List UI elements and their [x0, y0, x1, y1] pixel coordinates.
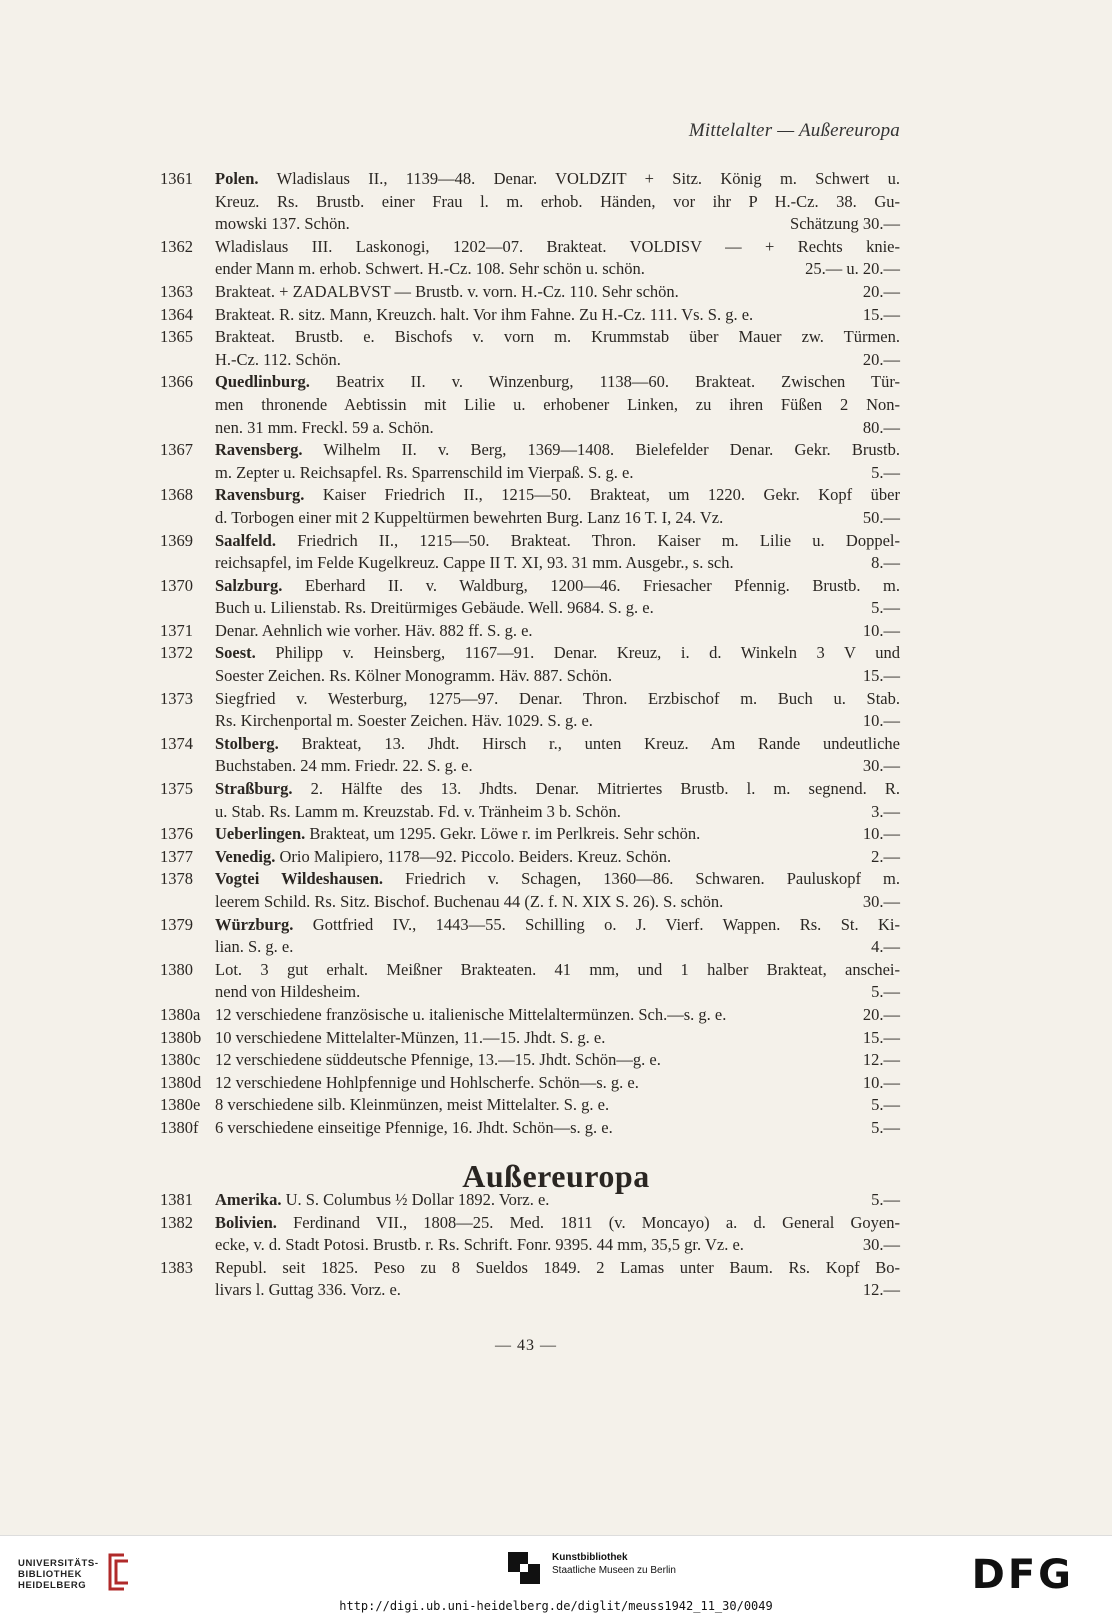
lot-description: Brakteat. Brustb. e. Bischofs v. vorn m. Krummstab über Mauer zw. Türmen.	[215, 327, 900, 347]
catalog-entry	[160, 281, 900, 304]
lot-number: 1380e	[160, 1095, 201, 1115]
lot-number: 1377	[160, 846, 193, 866]
entry-line	[160, 868, 900, 891]
catalog-entry	[160, 1094, 900, 1117]
catalog-entry	[160, 868, 900, 913]
entry-line	[160, 1234, 900, 1257]
lot-number: 1368	[160, 485, 193, 505]
uni-line: HEIDELBERG	[18, 1580, 87, 1591]
entry-line	[160, 1212, 900, 1235]
lot-price: 15.—	[862, 304, 900, 324]
catalog-entry	[160, 1072, 900, 1095]
lot-description: 8 verschiedene silb. Kleinmünzen, meist Mittelalter. S. g. e.	[215, 1095, 610, 1115]
lot-number: 1363	[160, 281, 193, 301]
page-number: — 43 —	[495, 1337, 557, 1354]
lot-number: 1364	[160, 304, 193, 324]
catalog-entry	[160, 959, 900, 1004]
lot-description: Buch u. Lilienstab. Rs. Dreitürmiges Gebäude. Well. 9684. S. g. e.	[215, 598, 654, 618]
lot-description: Soester Zeichen. Rs. Kölner Monogramm. Häv. 887. Schön.	[215, 666, 613, 686]
lot-description: Ravensburg. Kaiser Friedrich II., 1215—50. Brakteat, um 1220. Gekr. Kopf über	[215, 485, 900, 505]
lot-description: ender Mann m. erhob. Schwert. H.-Cz. 108. Sehr schön u. schön.	[215, 259, 645, 279]
entry-line	[160, 733, 900, 756]
lot-price: 10.—	[862, 620, 900, 640]
lot-number: 1365	[160, 327, 193, 347]
entry-line	[160, 823, 900, 846]
lot-number: 1370	[160, 575, 193, 595]
lot-description: Ueberlingen. Brakteat, um 1295. Gekr. Löwe r. im Perlkreis. Sehr schön.	[215, 824, 701, 844]
lot-price: 5.—	[871, 1190, 900, 1209]
catalog-entry	[160, 575, 900, 620]
entry-line	[160, 801, 900, 824]
lot-price: 3.—	[871, 801, 900, 821]
lot-price: 5.—	[871, 462, 900, 482]
entry-line	[160, 507, 900, 530]
catalog-entry	[160, 620, 900, 643]
entry-line	[160, 1094, 900, 1117]
lot-price: 4.—	[871, 937, 900, 957]
lot-number: 1380f	[160, 1117, 199, 1137]
entry-line	[160, 552, 900, 575]
lot-description: Rs. Kirchenportal m. Soester Zeichen. Häv. 1029. S. g. e.	[215, 711, 593, 731]
running-head: Mittelalter — Außereuropa	[688, 120, 900, 141]
entry-line	[160, 439, 900, 462]
entry-line	[160, 778, 900, 801]
lot-description: 12 verschiedene Hohlpfennige und Hohlscherfe. Schön—s. g. e.	[215, 1072, 639, 1092]
entry-line	[160, 258, 900, 281]
entry-line	[160, 755, 900, 778]
lot-price: 30.—	[862, 892, 900, 911]
catalog-entry	[160, 1004, 900, 1027]
catalog-entry	[160, 371, 900, 439]
lot-description: reichsapfel, im Felde Kugelkreuz. Cappe II T. XI, 93. 31 mm. Ausgebr., s. sch.	[215, 553, 734, 573]
lot-description: Brakteat. + ZADALBVST — Brustb. v. vorn. H.-Cz. 110. Sehr schön.	[215, 281, 679, 301]
catalog-entry	[160, 733, 900, 778]
entry-line	[160, 1117, 900, 1140]
entry-line	[160, 1004, 900, 1027]
lot-price: 12.—	[862, 1280, 900, 1300]
lot-price: 15.—	[862, 1027, 900, 1047]
catalog-entry	[160, 530, 900, 575]
lot-price: 20.—	[862, 349, 900, 369]
lot-description: Vogtei Wildeshausen. Friedrich v. Schagen, 1360—86. Schwaren. Pauluskopf m.	[215, 869, 900, 889]
lot-number: 1362	[160, 236, 193, 256]
kb-subtitle: Staatliche Museen zu Berlin	[552, 1565, 676, 1576]
lot-description: nen. 31 mm. Freckl. 59 a. Schön.	[215, 417, 434, 437]
dfg-logo: DFG	[971, 1552, 1074, 1598]
lot-price: 5.—	[871, 982, 900, 1002]
catalog-entry	[160, 1189, 900, 1212]
lot-price: 12.—	[862, 1050, 900, 1070]
lot-description: Saalfeld. Friedrich II., 1215—50. Brakteat. Thron. Kaiser m. Lilie u. Doppel-	[215, 530, 900, 550]
entry-line	[160, 530, 900, 553]
lot-description: lian. S. g. e.	[215, 937, 294, 957]
lot-description: 6 verschiedene einseitige Pfennige, 16. Jhdt. Schön—s. g. e.	[215, 1117, 613, 1137]
lot-description: 12 verschiedene süddeutsche Pfennige, 13.—15. Jhdt. Schön—g. e.	[215, 1050, 661, 1070]
lot-number: 1376	[160, 824, 193, 844]
entry-line	[160, 168, 900, 191]
entry-line	[160, 236, 900, 259]
lot-description: Ravensberg. Wilhelm II. v. Berg, 1369—1408. Bielefelder Denar. Gekr. Brustb.	[215, 440, 900, 460]
entry-line	[160, 281, 900, 304]
lot-description: mowski 137. Schön.	[215, 214, 350, 234]
lot-description: Siegfried v. Westerburg, 1275—97. Denar. Thron. Erzbischof m. Buch u. Stab.	[215, 688, 900, 708]
university-seal-icon	[102, 1551, 132, 1593]
catalog-entry	[160, 1049, 900, 1072]
entry-line	[160, 326, 900, 349]
entry-line	[160, 1189, 900, 1212]
catalog-entry	[160, 484, 900, 529]
section-heading: Außereuropa	[462, 1158, 650, 1194]
lot-price: 80.—	[862, 417, 900, 437]
uni-line: UNIVERSITÄTS-	[18, 1558, 99, 1569]
lot-description: Salzburg. Eberhard II. v. Waldburg, 1200—46. Friesacher Pfennig. Brustb. m.	[215, 575, 900, 595]
entry-line	[160, 891, 900, 914]
lot-description: 10 verschiedene Mittelalter-Münzen, 11.—15. Jhdt. S. g. e.	[215, 1027, 606, 1047]
lot-number: 1380a	[160, 1004, 201, 1024]
lot-description: Quedlinburg. Beatrix II. v. Winzenburg, 1138—60. Brakteat. Zwischen Tür-	[215, 372, 900, 392]
lot-price: Schätzung 30.—	[790, 214, 900, 234]
catalog-entry	[160, 304, 900, 327]
entry-line	[160, 349, 900, 372]
lot-price: 5.—	[871, 1095, 900, 1115]
lot-number: 1380c	[160, 1050, 201, 1070]
lot-price: 20.—	[862, 281, 900, 301]
lot-price: 30.—	[862, 1235, 900, 1255]
catalog-entry	[160, 168, 900, 236]
kunstbibliothek-text	[552, 1551, 676, 1577]
lot-price: 2.—	[871, 846, 900, 866]
catalog-entry	[160, 778, 900, 823]
lot-description: m. Zepter u. Reichsapfel. Rs. Sparrenschild im Vierpaß. S. g. e.	[215, 462, 634, 482]
lot-number: 1382	[160, 1212, 193, 1232]
lot-number: 1361	[160, 169, 193, 188]
entry-line	[160, 1257, 900, 1280]
lot-number: 1367	[160, 440, 193, 460]
lot-price: 25.— u. 20.—	[805, 259, 900, 279]
lot-description: 12 verschiedene französische u. italienische Mittelaltermünzen. Sch.—s. g. e.	[215, 1004, 727, 1024]
entry-line	[160, 1279, 900, 1302]
kb-title: Kunstbibliothek	[552, 1552, 628, 1563]
lot-description: Lot. 3 gut erhalt. Meißner Brakteaten. 41 mm, und 1 halber Brakteat, anschei-	[215, 959, 900, 979]
lot-price: 5.—	[871, 1117, 900, 1137]
lot-number: 1372	[160, 643, 193, 663]
entry-line	[160, 371, 900, 394]
entry-line	[160, 642, 900, 665]
lot-description: Amerika. U. S. Columbus ½ Dollar 1892. Vorz. e.	[215, 1190, 550, 1209]
lot-description: leerem Schild. Rs. Sitz. Bischof. Buchenau 44 (Z. f. N. XIX S. 26). S. schön.	[215, 892, 724, 911]
lot-number: 1371	[160, 620, 193, 640]
entry-line	[160, 1027, 900, 1050]
catalog-entry	[160, 823, 900, 846]
lot-description: Brakteat. R. sitz. Mann, Kreuzch. halt. Vor ihm Fahne. Zu H.-Cz. 111. Vs. S. g. e.	[215, 304, 754, 324]
lot-description: Denar. Aehnlich wie vorher. Häv. 882 ff. S. g. e.	[215, 620, 533, 640]
lot-description: Buchstaben. 24 mm. Friedr. 22. S. g. e.	[215, 756, 473, 776]
catalog-entry	[160, 846, 900, 869]
entry-line	[160, 417, 900, 440]
lot-number: 1383	[160, 1257, 193, 1277]
catalog-entry	[160, 1117, 900, 1140]
lot-description: d. Torbogen einer mit 2 Kuppeltürmen bewehrten Burg. Lanz 16 T. I, 24. Vz.	[215, 507, 724, 527]
entry-line	[160, 688, 900, 711]
lot-number: 1380	[160, 959, 193, 979]
lot-number: 1380d	[160, 1072, 202, 1092]
lot-price: 50.—	[862, 507, 900, 527]
catalog-entries-ausser	[160, 1189, 900, 1302]
entry-line	[160, 394, 900, 417]
lot-number: 1380b	[160, 1027, 202, 1047]
lot-price: 5.—	[871, 598, 900, 618]
lot-description: u. Stab. Rs. Lamm m. Kreuzstab. Fd. v. Tränheim 3 b. Schön.	[215, 801, 621, 821]
lot-price: 15.—	[862, 666, 900, 686]
lot-price: 30.—	[862, 756, 900, 776]
lot-description: Straßburg. 2. Hälfte des 13. Jhdts. Denar. Mitriertes Brustb. l. m. segnend. R.	[215, 779, 900, 799]
lot-price: 10.—	[862, 1072, 900, 1092]
university-library-logo-text	[18, 1558, 99, 1591]
lot-number: 1366	[160, 372, 193, 392]
lot-description: Würzburg. Gottfried IV., 1443—55. Schilling o. J. Vierf. Wappen. Rs. St. Ki-	[215, 914, 900, 934]
catalog-entry	[160, 236, 900, 281]
catalog-entry	[160, 688, 900, 733]
catalog-entries	[160, 168, 900, 1140]
lot-description: Wladislaus III. Laskonogi, 1202—07. Brakteat. VOLDISV — + Rechts knie-	[215, 236, 900, 256]
catalog-entry	[160, 1027, 900, 1050]
catalog-entry	[160, 439, 900, 484]
lot-number: 1374	[160, 733, 193, 753]
footer-bar	[0, 1535, 1112, 1616]
lot-description: Polen. Wladislaus II., 1139—48. Denar. VOLDZIT + Sitz. König m. Schwert u.	[215, 169, 900, 188]
entry-line	[160, 1072, 900, 1095]
lot-price: 8.—	[871, 553, 900, 573]
entry-line	[160, 981, 900, 1004]
lot-description: men thronende Aebtissin mit Lilie u. erhobener Linken, zu ihren Füßen 2 Non-	[215, 394, 900, 414]
lot-number: 1375	[160, 779, 193, 799]
source-url-link[interactable]: http://digi.ub.uni-heidelberg.de/diglit/meuss1942_11_30/0049	[339, 1599, 773, 1613]
entry-line	[160, 936, 900, 959]
entry-line	[160, 620, 900, 643]
lot-description: Republ. seit 1825. Peso zu 8 Sueldos 1849. 2 Lamas unter Baum. Rs. Kopf Bo-	[215, 1257, 900, 1277]
catalog-entry	[160, 1212, 900, 1257]
lot-number: 1373	[160, 688, 193, 708]
catalog-entry	[160, 326, 900, 371]
lot-description: H.-Cz. 112. Schön.	[215, 349, 341, 369]
uni-line: BIBLIOTHEK	[18, 1569, 83, 1580]
catalog-entry	[160, 914, 900, 959]
entry-line	[160, 213, 900, 236]
lot-description: Stolberg. Brakteat, 13. Jhdt. Hirsch r., unten Kreuz. Am Rande undeutliche	[215, 733, 900, 753]
lot-number: 1379	[160, 914, 193, 934]
catalog-entry	[160, 642, 900, 687]
entry-line	[160, 846, 900, 869]
lot-description: livars l. Guttag 336. Vorz. e.	[215, 1280, 401, 1300]
entry-line	[160, 462, 900, 485]
lot-number: 1378	[160, 869, 193, 889]
entry-line	[160, 484, 900, 507]
lot-description: Kreuz. Rs. Brustb. einer Frau l. m. erhob. Händen, vor ihr P H.-Cz. 38. Gu-	[215, 191, 900, 211]
lot-description: Soest. Philipp v. Heinsberg, 1167—91. Denar. Kreuz, i. d. Winkeln 3 V und	[215, 643, 900, 663]
catalog-entry	[160, 1257, 900, 1302]
entry-line	[160, 575, 900, 598]
lot-number: 1381	[160, 1190, 193, 1209]
entry-line	[160, 710, 900, 733]
entry-line	[160, 1049, 900, 1072]
lot-description: Bolivien. Ferdinand VII., 1808—25. Med. 1811 (v. Moncayo) a. d. General Goyen-	[215, 1212, 900, 1232]
entry-line	[160, 597, 900, 620]
entry-line	[160, 914, 900, 937]
lot-number: 1369	[160, 530, 193, 550]
lot-description: Venedig. Orio Malipiero, 1178—92. Piccolo. Beiders. Kreuz. Schön.	[215, 846, 672, 866]
entry-line	[160, 304, 900, 327]
lot-price: 10.—	[862, 824, 900, 844]
lot-price: 10.—	[862, 711, 900, 731]
entry-line	[160, 959, 900, 982]
lot-price: 20.—	[862, 1004, 900, 1024]
kunstbibliothek-logo-icon	[506, 1550, 542, 1588]
entry-line	[160, 665, 900, 688]
entry-line	[160, 191, 900, 214]
lot-description: ecke, v. d. Stadt Potosi. Brustb. r. Rs. Schrift. Fonr. 9395. 44 mm, 35,5 gr. Vz. e.	[215, 1235, 744, 1255]
lot-description: nend von Hildesheim.	[215, 982, 361, 1002]
